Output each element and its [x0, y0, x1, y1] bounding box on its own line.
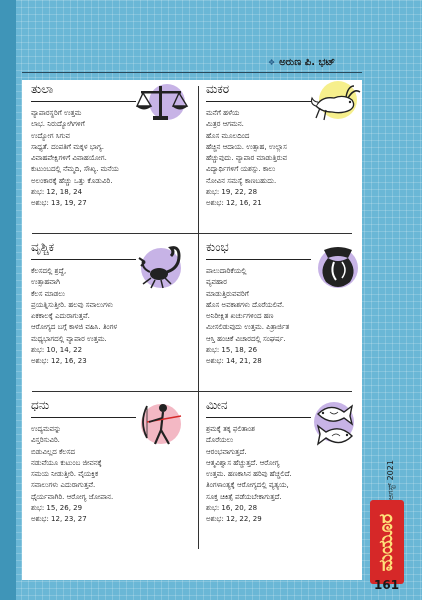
sign-panel-kumbha — [206, 238, 364, 388]
prediction-line: ಆರೋಗ್ಯದ ಬಗ್ಗೆ ಕಾಳಜಿ ವಹಿಸಿ. ತಿಂಗಳ — [31, 323, 118, 332]
prediction-line: ಸವಾಲುಗಳು ಎದುರಾಗುತ್ತವೆ. — [31, 481, 96, 490]
prediction-line: ಲಾಭ. ನಿರುದ್ಯೋಗಿಗಳಿಗೆ — [31, 120, 85, 129]
lucky-dates: ಶುಭ: 15, 26, 29 — [31, 504, 83, 513]
prediction-text — [206, 266, 364, 368]
prediction-line: ಹೊಸ ಅವಕಾಶಗಳು ದೊರೆಯಲಿವೆ. — [206, 300, 285, 309]
unlucky-dates: ಅಶುಭ: 12, 23, 27 — [31, 515, 87, 524]
sign-title: ಕುಂಭ — [206, 240, 229, 254]
title-underline — [206, 101, 311, 102]
prediction-line: ದೊರೆಯಲು — [206, 436, 234, 445]
lucky-dates: ಶುಭ: 16, 20, 28 — [206, 504, 258, 513]
sign-title: ತುಲಾ — [31, 82, 54, 96]
issue-date — [386, 440, 406, 500]
unlucky-dates: ಅಶುಭ: 12, 16, 23 — [31, 357, 87, 366]
prediction-line: ಉದ್ಯಮವನ್ನು — [31, 425, 62, 433]
prediction-line: ಮಧ್ಯಭಾಗದಲ್ಲಿ ವ್ಯಾಪಾರ ಉತ್ತಮ. — [31, 334, 107, 343]
author-name: ಅರುಣ ಪಿ. ಭಟ್ — [279, 57, 336, 68]
prediction-line: ಮೀಸಲಿಡುವುದು ಉತ್ತಮ. ಪಿತ್ರಾರ್ಜಿತ — [206, 323, 290, 332]
title-underline — [31, 101, 136, 102]
sign-panel-makara — [206, 80, 364, 230]
prediction-line: ಆಸ್ತಿ ಹಂಚಿಕೆ ವಿಚಾರದಲ್ಲಿ ಸಂಘರ್ಷ. — [206, 334, 286, 343]
title-underline — [206, 417, 311, 418]
prediction-line: ಪ್ರಯತ್ನಿಸುತ್ತೀರಿ. ಹಲವು ಸವಾಲುಗಳು — [31, 300, 113, 309]
prediction-line: ಮನೆಗೆ ಹಳೆಯ — [206, 109, 240, 117]
unlucky-dates: ಅಶುಭ: 12, 22, 29 — [206, 515, 262, 524]
prediction-text — [31, 266, 189, 368]
prediction-line: ಏಕಕಾಲಕ್ಕೆ ಎದುರಾಗುತ್ತವೆ. — [31, 312, 90, 321]
title-underline — [31, 417, 136, 418]
sign-title: ಮೀನ — [206, 398, 228, 412]
prediction-line: ಬಿಡುವಿಲ್ಲದ ಕೆಲಸದ — [31, 447, 76, 456]
magazine-logo — [370, 500, 404, 584]
sign-title: ವೃಶ್ಚಿಕ — [31, 240, 55, 254]
prediction-line: ಕೆಲಸದಲ್ಲಿ ಶ್ರದ್ಧೆ, — [31, 267, 67, 275]
prediction-line: ಸಾಧ್ಯತೆ. ದಂಪತಿಗೆ ಮಕ್ಕಳ ಭಾಗ್ಯ. — [31, 142, 104, 151]
lucky-dates: ಶುಭ: 15, 18, 26 — [206, 346, 258, 355]
prediction-text — [31, 108, 189, 210]
sign-panel-dhanu — [31, 396, 189, 546]
prediction-line: ವಿಸ್ತರಿಸುವಿರಿ. — [31, 436, 60, 445]
title-underline — [31, 259, 136, 260]
lucky-dates: ಶುಭ: 19, 22, 28 — [206, 188, 258, 197]
prediction-line: ಹೆಚ್ಚಿನ ಆದಾಯ. ಉತ್ಸಾಹ, ಉಲ್ಲಾಸ — [206, 142, 287, 151]
issue-date-text: ಆಗಸ್ಟ್ 2021 — [386, 460, 395, 500]
prediction-line: ಪಾಲುದಾರಿಕೆಯಲ್ಲಿ — [206, 267, 247, 275]
lucky-dates: ಶುಭ: 10, 14, 22 — [31, 346, 83, 355]
sign-panel-tula — [31, 80, 189, 230]
prediction-text — [31, 424, 189, 526]
prediction-line: ಆರಂಭವಾಗುತ್ತದೆ. — [206, 447, 247, 456]
prediction-line: ಅಲಂಕಾರಕ್ಕೆ ಹೆಚ್ಚು ಒತ್ತು ಕೊಡುವಿರಿ. — [31, 176, 113, 185]
sign-title: ಧನು — [31, 398, 50, 412]
column-divider — [198, 86, 199, 549]
prediction-text — [206, 424, 364, 526]
title-underline — [206, 259, 311, 260]
prediction-line: ಕುಟುಂಬದಲ್ಲಿ ನೆಮ್ಮದಿ, ಸೌಖ್ಯ. ಮನೆಯ — [31, 165, 119, 174]
prediction-line: ಕೆಲಸ ಮಾಡಲು — [31, 289, 66, 298]
prediction-line: ಮಿತ್ರರ ಆಗಮನ. — [206, 120, 244, 129]
horoscope-grid — [22, 80, 362, 580]
prediction-line: ನಡುವೆಯೂ ಕುಟುಂಬ ಜೀವನಕ್ಕೆ — [31, 458, 102, 467]
prediction-line: ನೋವಿನ ಸಮಸ್ಯೆ ಕಾಣಬಹುದು. — [206, 176, 277, 185]
prediction-line: ವ್ಯವಹಾರ — [206, 278, 227, 287]
sign-panel-vrishchika — [31, 238, 189, 388]
unlucky-dates: ಅಶುಭ: 13, 19, 27 — [31, 199, 87, 208]
prediction-line: ವಿವಾಹಪೇಕ್ಷಿಗಳಿಗೆ ವಿವಾಹಯೋಗ. — [31, 154, 107, 163]
row-divider — [32, 391, 352, 392]
prediction-line: ಧೈರ್ಯವಾಗಿರಿ. ಆರೋಗ್ಯ ಜೋಪಾನ. — [31, 492, 114, 501]
page-number: 161 — [374, 578, 400, 592]
prediction-line: ವಿದ್ಯಾರ್ಥಿಗಳಿಗೆ ಯಶಸ್ಸು. ಕಾಲು — [206, 165, 276, 174]
diamond-marker-icon: ❖ — [268, 58, 276, 67]
top-divider — [22, 72, 362, 73]
prediction-line: ವ್ಯಾಪಾರಸ್ಥರಿಗೆ ಉತ್ತಮ — [31, 109, 82, 117]
prediction-line: ಉದ್ಯೋಗ ಸಿಗುವ — [31, 131, 70, 140]
page-binding-strip — [0, 0, 16, 600]
prediction-line: ಅನಿರೀಕ್ಷಿತ ಖರ್ಚುಗಳಿಂದ ಹಣ — [206, 312, 274, 321]
prediction-line: ಉತ್ತಮ. ಹಣಕಾಸಿನ ಹರಿವು ಹೆಚ್ಚಲಿದೆ. — [206, 470, 292, 479]
row-divider — [32, 233, 352, 234]
prediction-line: ಉತ್ಸಾಹವಾಗಿ — [31, 278, 60, 287]
prediction-line: ಸೂಕ್ತ ಚಿಕಿತ್ಸೆ ಪಡೆಯಬೇಕಾಗುತ್ತದೆ. — [206, 492, 282, 501]
author-byline — [268, 57, 335, 68]
sign-panel-meena — [206, 396, 364, 546]
unlucky-dates: ಅಶುಭ: 14, 21, 28 — [206, 357, 262, 366]
sign-title: ಮಕರ — [206, 82, 230, 96]
prediction-line: ಮಾಡುತ್ತಿರುವವರಿಗೆ — [206, 289, 249, 298]
prediction-line: ಹೆಚ್ಚುವುದು. ವ್ಯಾಪಾರ ಮಾಡುತ್ತಿರುವ — [206, 154, 288, 163]
prediction-text — [206, 108, 364, 210]
unlucky-dates: ಅಶುಭ: 12, 16, 21 — [206, 199, 262, 208]
logo-text: ಮಯೂರ — [376, 513, 398, 571]
prediction-line: ಶ್ರಮಕ್ಕೆ ತಕ್ಕ ಫಲಿತಾಂಶ — [206, 425, 255, 433]
prediction-line: ಆತ್ಮವಿಶ್ವಾಸ ಹೆಚ್ಚುತ್ತದೆ. ಆರೋಗ್ಯ — [206, 458, 280, 467]
prediction-line: ಸಮಯ ನೀಡುತ್ತೀರಿ. ವೈಯಕ್ತಿಕ — [31, 470, 99, 479]
prediction-line: ತಿಂಗಳಾಂತ್ಯಕ್ಕೆ ಆರೋಗ್ಯದಲ್ಲಿ ವ್ಯತ್ಯಯ, — [206, 481, 289, 490]
prediction-line: ಹೊಸ ಮೂಲದಿಂದ — [206, 131, 250, 140]
lucky-dates: ಶುಭ: 12, 18, 24 — [31, 188, 83, 197]
